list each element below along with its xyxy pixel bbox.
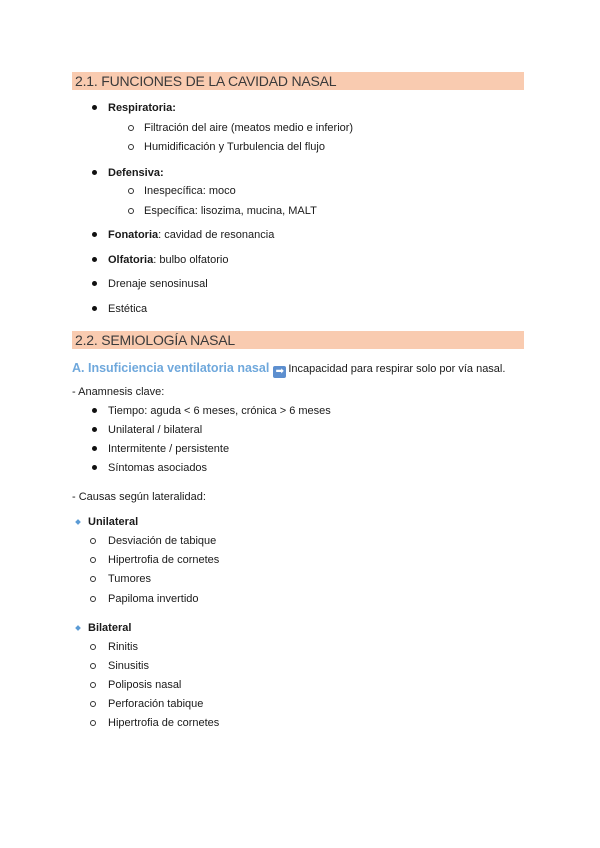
bullet-circle <box>90 701 96 707</box>
causa-item: Hipertrofia de cornetes <box>108 554 220 566</box>
bullet-dot <box>92 232 97 237</box>
bullet-dot <box>92 465 97 470</box>
anamnesis-item: Tiempo: aguda < 6 meses, crónica > 6 meses <box>108 405 331 417</box>
right-arrow-icon: ➡ <box>273 366 286 378</box>
bullet-circle <box>128 125 134 131</box>
sub-item: Filtración del aire (meatos medio e inferior) <box>144 122 354 134</box>
causas-bilateral-label: Bilateral <box>88 622 132 634</box>
bullet-circle <box>90 576 96 582</box>
list-item-respiratoria: Respiratoria: <box>108 102 176 114</box>
sub-item: Específica: lisozima, mucina, MALT <box>144 205 317 217</box>
causa-item: Papiloma invertido <box>108 593 199 605</box>
causa-item: Rinitis <box>108 641 138 653</box>
item-bold: Fonatoria <box>108 229 159 241</box>
bullet-circle <box>128 208 134 214</box>
item-bold: Olfatoria <box>108 254 154 266</box>
bullet-circle <box>90 663 96 669</box>
bullet-dot <box>92 446 97 451</box>
bullet-circle <box>90 538 96 544</box>
causa-item: Poliposis nasal <box>108 679 182 691</box>
list-item-olfatoria <box>108 253 228 267</box>
bullet-circle <box>90 557 96 563</box>
bullet-circle <box>128 144 134 150</box>
bullet-dot <box>92 105 97 110</box>
bullet-dot <box>92 427 97 432</box>
anamnesis-item: Síntomas asociados <box>108 462 208 474</box>
item-rest: : bulbo olfatorio <box>153 254 229 266</box>
list-item-fonatoria <box>108 228 274 242</box>
bullet-circle <box>90 644 96 650</box>
bullet-dot <box>92 306 97 311</box>
causa-item: Desviación de tabique <box>108 535 217 547</box>
causa-item: Sinusitis <box>108 660 149 672</box>
bullet-circle <box>128 188 134 194</box>
bullet-dot <box>92 170 97 175</box>
subheading-insuficiencia <box>72 361 505 378</box>
subheading-title: A. Insuficiencia ventilatoria nasal <box>72 361 270 375</box>
bullet-dot <box>92 408 97 413</box>
sub-item: Humidificación y Turbulencia del flujo <box>144 141 325 153</box>
anamnesis-item: Intermitente / persistente <box>108 443 230 455</box>
causa-item: Perforación tabique <box>108 698 204 710</box>
bullet-dot <box>92 257 97 262</box>
diamond-bullet-icon <box>75 625 81 631</box>
causas-unilateral-label: Unilateral <box>88 516 139 528</box>
subheading-description: Incapacidad para respirar solo por vía nasal. <box>288 363 506 375</box>
causas-label: - Causas según lateralidad: <box>72 491 206 503</box>
list-item-defensiva: Defensiva: <box>108 167 164 179</box>
anamnesis-label: - Anamnesis clave: <box>72 386 165 398</box>
list-item-estetica: Estética <box>108 303 148 315</box>
bullet-dot <box>92 281 97 286</box>
bullet-circle <box>90 596 96 602</box>
bullet-circle <box>90 682 96 688</box>
sub-item: Inespecífica: moco <box>144 185 236 197</box>
section-heading-semiologia: 2.2. SEMIOLOGÍA NASAL <box>72 331 524 349</box>
anamnesis-item: Unilateral / bilateral <box>108 424 203 436</box>
bullet-circle <box>90 720 96 726</box>
section-heading-funciones: 2.1. FUNCIONES DE LA CAVIDAD NASAL <box>72 72 524 90</box>
item-rest: : cavidad de resonancia <box>158 229 275 241</box>
diamond-bullet-icon <box>75 519 81 525</box>
list-item-drenaje: Drenaje senosinusal <box>108 278 208 290</box>
causa-item: Hipertrofia de cornetes <box>108 717 220 729</box>
causa-item: Tumores <box>108 573 151 585</box>
